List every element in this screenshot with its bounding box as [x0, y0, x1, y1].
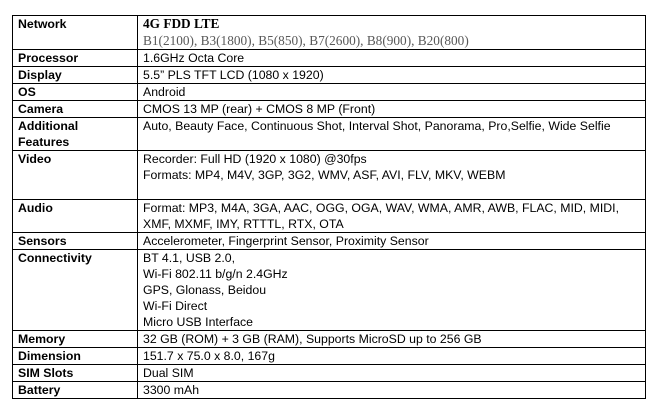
- value-line: 5.5” PLS TFT LCD (1080 x 1920): [143, 68, 324, 82]
- value-line: Format: MP3, M4A, 3GA, AAC, OGG, OGA, WAV, WMA, AMR, AWB, FLAC, MID, MIDI, XMF, MXMF, IMY, RTTTL, RTX, OTA: [143, 201, 620, 231]
- network-bands: B1(2100), B3(1800), B5(850), B7(2600), B8(900), B20(800): [143, 33, 469, 48]
- row-value: [138, 348, 646, 365]
- value-line: Android: [143, 85, 186, 99]
- row-label: SIM Slots: [13, 365, 138, 382]
- value-line: Auto, Beauty Face, Continuous Shot, Interval Shot, Panorama, Pro,Selfie, Wide Selfie: [143, 119, 611, 133]
- row-label: OS: [13, 84, 138, 101]
- table-row: [13, 233, 646, 250]
- value-line: 1.6GHz Octa Core: [143, 51, 245, 65]
- row-label: Additional Features: [13, 118, 138, 151]
- table-row: [13, 382, 646, 399]
- table-row: [13, 101, 646, 118]
- table-row: [13, 50, 646, 67]
- row-value: [138, 331, 646, 348]
- table-row: [13, 365, 646, 382]
- table-row: [13, 84, 646, 101]
- value-line: 3300 mAh: [143, 383, 200, 397]
- value-line: CMOS 13 MP (rear) + CMOS 8 MP (Front): [143, 102, 376, 116]
- row-value: [138, 16, 646, 50]
- row-label: Connectivity: [13, 250, 138, 331]
- row-label: Network: [13, 16, 138, 50]
- row-value: [138, 233, 646, 250]
- specifications-table: [12, 15, 646, 399]
- table-row: [13, 67, 646, 84]
- value-line: Wi-Fi 802.11 b/g/n 2.4GHz: [143, 267, 288, 281]
- row-value: [138, 50, 646, 67]
- row-label: Memory: [13, 331, 138, 348]
- network-title: 4G FDD LTE: [143, 16, 220, 31]
- value-line: GPS, Glonass, Beidou: [143, 283, 267, 297]
- row-label: Battery: [13, 382, 138, 399]
- value-line: Formats: MP4, M4V, 3GP, 3G2, WMV, ASF, AVI, FLV, MKV, WEBM: [143, 168, 506, 182]
- value-line: Accelerometer, Fingerprint Sensor, Proximity Sensor: [143, 234, 429, 248]
- row-value: [138, 118, 646, 151]
- row-value: [138, 84, 646, 101]
- row-label: Video: [13, 151, 138, 200]
- row-label: Camera: [13, 101, 138, 118]
- row-label: Display: [13, 67, 138, 84]
- row-label: Dimension: [13, 348, 138, 365]
- value-line: 151.7 x 75.0 x 8.0, 167g: [143, 349, 275, 363]
- row-label: Audio: [13, 200, 138, 233]
- table-row: [13, 200, 646, 233]
- row-label: Processor: [13, 50, 138, 67]
- value-line: Recorder: Full HD (1920 x 1080) @30fps: [143, 152, 367, 166]
- table-row: [13, 250, 646, 331]
- row-value: [138, 365, 646, 382]
- value-line: 32 GB (ROM) + 3 GB (RAM), Supports MicroSD up to 256 GB: [143, 332, 482, 346]
- row-value: [138, 382, 646, 399]
- row-value: [138, 101, 646, 118]
- table-row: [13, 331, 646, 348]
- table-row: [13, 118, 646, 151]
- value-line: Wi-Fi Direct: [143, 299, 208, 313]
- table-row: [13, 348, 646, 365]
- value-line: Micro USB Interface: [143, 315, 254, 329]
- row-label: Sensors: [13, 233, 138, 250]
- row-value: [138, 67, 646, 84]
- row-value: [138, 200, 646, 233]
- row-value: [138, 250, 646, 331]
- value-line: BT 4.1, USB 2.0,: [143, 251, 236, 265]
- value-line: Dual SIM: [143, 366, 194, 380]
- row-value: [138, 151, 646, 200]
- table-row: [13, 151, 646, 200]
- table-row: [13, 16, 646, 50]
